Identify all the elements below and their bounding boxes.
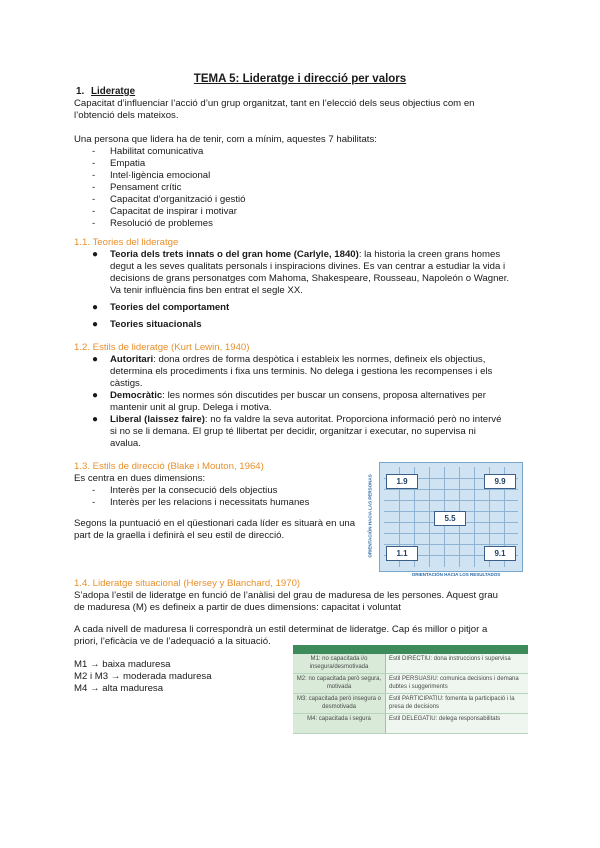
list-item: Intel·ligència emocional — [110, 170, 211, 181]
paragraph-line: A cada nivell de maduresa li correspondrà un estil determinat de lideratge. Cap és millor o pitjor a — [74, 624, 488, 635]
dash-marker: - — [92, 182, 96, 193]
theories-list — [0, 249, 600, 339]
list-item: Habilitat comunicativa — [110, 146, 204, 157]
maturity-level: M4 → alta maduresa — [74, 683, 164, 694]
list-item: Interès per la consecució dels objectius — [110, 485, 278, 496]
grid-cell-1-9: 1.9 — [386, 474, 418, 489]
style-cell: Estil PERSUASIU: comunica decisions i demana dubtes i suggeriments — [386, 674, 528, 693]
intro-line: Capacitat d’influenciar l’acció d’un grup organitzat, tant en l’elecció dels seus objectius com en — [74, 98, 475, 109]
dash-marker: - — [92, 146, 96, 157]
bullet-marker: ● — [92, 414, 99, 425]
grid-cell-9-9: 9.9 — [484, 474, 516, 489]
table-row — [293, 714, 528, 734]
text: avalua. — [110, 438, 141, 449]
table-row — [293, 694, 528, 714]
bullet-marker: ● — [92, 319, 99, 330]
dimensions-intro: Es centra en dues dimensions: — [74, 473, 206, 484]
list-item: Pensament crític — [110, 182, 182, 193]
table-row — [293, 654, 528, 674]
term: Autoritari — [110, 354, 154, 365]
styles-list — [0, 354, 600, 454]
dash-marker: - — [92, 170, 96, 181]
text: Va tenir influència fins ben entrat el segle XX. — [110, 285, 303, 296]
paragraph-line: S’adopa l’estil de lideratge en funció de l’anàlisi del grau de maduresa de les persones. Aquest grau — [74, 590, 498, 601]
grid-cell-1-1: 1.1 — [386, 546, 418, 561]
term: Liberal (laissez faire) — [110, 414, 205, 425]
maturity-cell: M2: no capacitada però segura, motivada — [293, 674, 386, 693]
text: degut a les seves qualitats personals i inspiracions divines. Es van centrar a estudiar la vida i — [110, 261, 506, 272]
bullet-marker: ● — [92, 302, 99, 313]
maturity-cell: M3: capacitada però insegura o desmotivada — [293, 694, 386, 713]
page-title: TEMA 5: Lideratge i direcció per valors — [193, 73, 407, 85]
text: càstigs. — [110, 378, 143, 389]
skills-list — [0, 146, 600, 230]
text: : les normes són discutides per buscar un consens, proposa alternatives per — [162, 390, 486, 401]
bullet-marker: ● — [92, 354, 99, 365]
term: Teoria dels trets innats o del gran home (Carlyle, 1840) — [110, 249, 359, 260]
list-item: Empatia — [110, 158, 146, 169]
paragraph-line: part de la graella i definirà el seu estil de direcció. — [74, 530, 285, 541]
text: decisions de grans personatges com Mahoma, Shakespeare, Rousseau, Napoleón o Wagner. — [110, 273, 510, 284]
managerial-grid-figure — [366, 462, 526, 580]
section-number: 1. — [76, 86, 85, 97]
text: si no se li demana. El grup té llibertat per decidir, organitzar i executar, no supervisa ni — [110, 426, 476, 437]
dash-marker: - — [92, 158, 96, 169]
term: Teories del comportament — [110, 302, 230, 313]
dash-marker: - — [92, 194, 96, 205]
dash-marker: - — [92, 218, 96, 229]
term: Democràtic — [110, 390, 163, 401]
list-item: Capacitat de inspirar i motivar — [110, 206, 237, 217]
list-item: Capacitat d’organització i gestió — [110, 194, 246, 205]
dash-marker: - — [92, 485, 96, 496]
dash-marker: - — [92, 206, 96, 217]
intro-line: l’obtenció dels mateixos. — [74, 110, 179, 121]
text: : la historia la creen grans homes — [358, 249, 501, 260]
term: Teories situacionals — [110, 319, 202, 330]
list-item: Resolució de problemes — [110, 218, 213, 229]
subsection-heading: 1.4. Lideratge situacional (Hersey y Blanchard, 1970) — [74, 578, 301, 589]
text: : dona ordres de forma despòtica i estableix les normes, defineix els objectius, — [153, 354, 486, 365]
paragraph-line: Segons la puntuació en el qüestionari cada líder es situarà en una — [74, 518, 356, 529]
paragraph-line: de maduresa (M) es defineix a partir de dues dimensions: capacitat i voluntat — [74, 602, 401, 613]
situational-table — [293, 645, 528, 734]
table-header — [293, 645, 528, 654]
grid-cell-5-5: 5.5 — [434, 511, 466, 526]
maturity-level: M2 i M3 → moderada maduresa — [74, 671, 212, 682]
maturity-cell: M1: no capacitada i/o insegura/desmotivada — [293, 654, 386, 673]
text: : no fa valdre la seva autoritat. Proporciona informació però no intervé — [204, 414, 502, 425]
table-row — [293, 674, 528, 694]
text: determina els procediments i fixa uns terminis. No delega i gestiona les recompenses i els — [110, 366, 493, 377]
maturity-cell: M4: capacitada i segura — [293, 714, 386, 733]
dimensions-list — [0, 485, 360, 509]
style-cell: Estil DIRECTIU: dona instruccions i supervisa — [386, 654, 528, 673]
subsection-heading: 1.3. Estils de direcció (Blake i Mouton, 1964) — [74, 461, 264, 472]
bullet-marker: ● — [92, 390, 99, 401]
grid-cell-9-1: 9.1 — [484, 546, 516, 561]
subsection-heading: 1.2. Estils de lideratge (Kurt Lewin, 1940) — [74, 342, 250, 353]
grid-side-label: ORIENTACIÓN HACIA LAS PERSONAS — [367, 474, 373, 558]
grid-bottom-label: ORIENTACIÓN HACIA LOS RESULTADOS — [411, 572, 501, 577]
dash-marker: - — [92, 497, 96, 508]
list-item: Interès per les relacions i necessitats humanes — [110, 497, 310, 508]
style-cell: Estil PARTICIPATIU: fomenta la participació i la presa de decisions — [386, 694, 528, 713]
skills-intro: Una persona que lidera ha de tenir, com a mínim, aquestes 7 habilitats: — [74, 134, 377, 145]
style-cell: Estil DELEGATIU: delega responsabilitats — [386, 714, 528, 733]
text: mantenir unit al grup. Delega i motiva. — [110, 402, 272, 413]
grid-area — [379, 462, 523, 572]
section-heading: Lideratge — [91, 86, 136, 97]
bullet-marker: ● — [92, 249, 99, 260]
paragraph-line: priori, l’eficàcia ve de l’adequació a la situació. — [74, 636, 271, 647]
maturity-level: M1 → baixa maduresa — [74, 659, 171, 670]
subsection-heading: 1.1. Teories del lideratge — [74, 237, 179, 248]
